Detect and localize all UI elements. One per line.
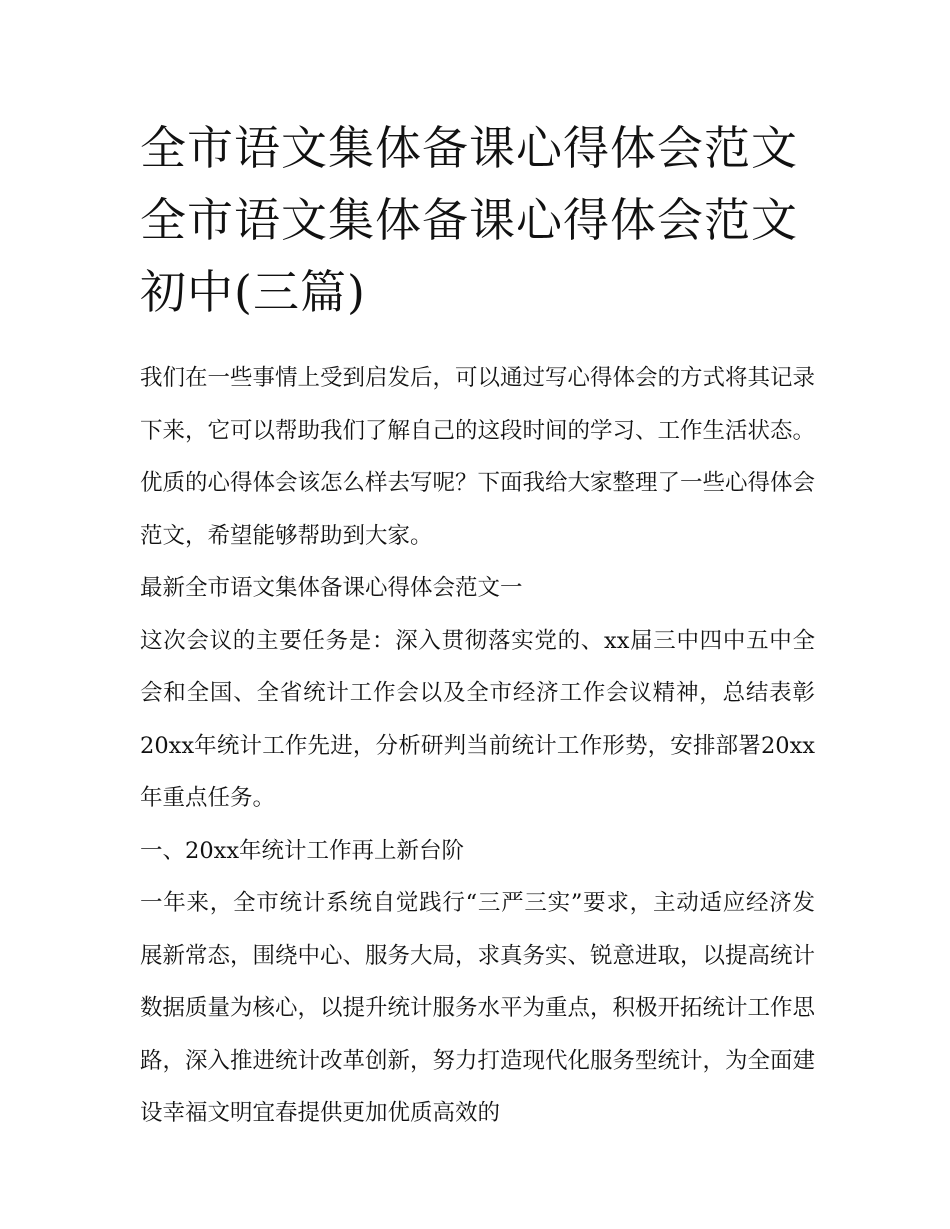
- intro-paragraph: 我们在一些事情上受到启发后，可以通过写心得体会的方式将其记录下来，它可以帮助我们了解自己的这段时间的学习、工作生活状态。优质的心得体会该怎么样去写呢？下面我给大家整理了一些心得体会范文，希望能够帮助到大家。: [140, 365, 816, 549]
- subsection-heading: 一、20xx年统计工作再上新台阶: [140, 837, 465, 864]
- section-heading: 最新全市语文集体备课心得体会范文一: [140, 575, 523, 601]
- year-review-paragraph: 一年来，全市统计系统自觉践行“三严三实”要求，主动适应经济发展新常态，围绕中心、服务大局，求真务实、锐意进取，以提高统计数据质量为核心，以提升统计服务水平为重点，积极开拓统计工作思路，深入推进统计改革创新，努力打造现代化服务型统计，为全面建设幸福文明宜春提供更加优质高效的: [140, 890, 816, 1126]
- meeting-task-paragraph: 这次会议的主要任务是：深入贯彻落实党的、xx届三中四中五中全会和全国、全省统计工作会以及全市经济工作会议精神，总结表彰20xx年统计工作先进，分析研判当前统计工作形势，安排部署20xx年重点任务。: [140, 627, 815, 811]
- document-title: 全市语文集体备课心得体会范文 全市语文集体备课心得体会范文初中(三篇): [140, 121, 798, 319]
- document-body: [140, 352, 815, 1140]
